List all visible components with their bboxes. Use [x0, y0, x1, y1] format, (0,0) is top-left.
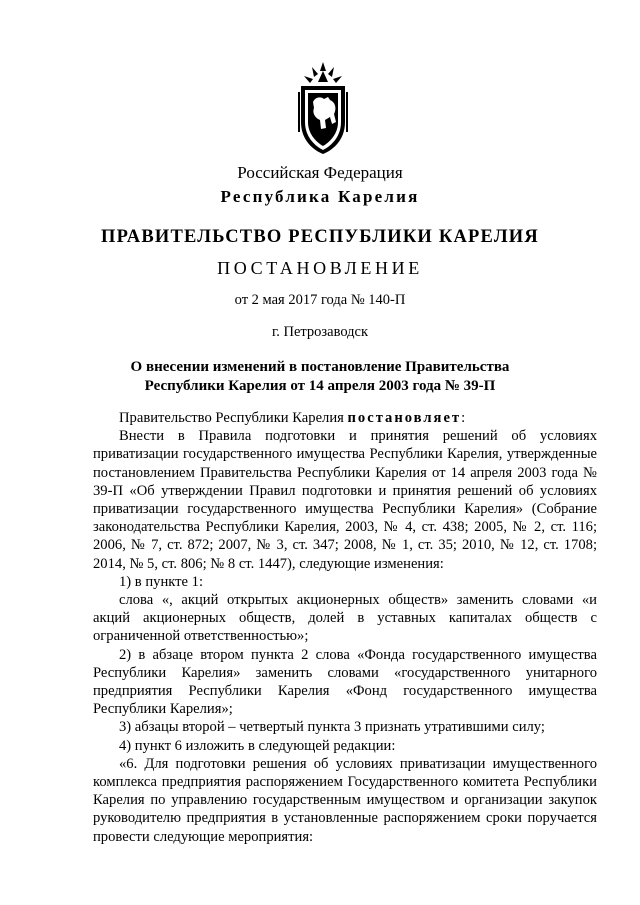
- coat-of-arms-icon: [295, 62, 351, 158]
- intro-paragraph: [93, 409, 597, 427]
- body-paragraph: Внести в Правила подготовки и принятия решений об условиях приватизации государственного имущества Республики Карелия, утвержденные постановлением Правительства Республики Карелия от 14 апреля 2003 года № 39-П «Об утверждении Правил подготовки и принятия решений об условиях приватизации государственного имущества Республики Карелия» (Собрание законодательства Республики Карелия, 2003, № 4, ст. 438; 2005, № 2, ст. 116; 2006, № 7, ст. 872; 2007, № 3, ст. 347; 2008, № 1, ст. 35; 2010, № 12, ст. 1708; 2014, № 5, ст. 806; № 8 ст. 1447), следующие изменения:: [93, 428, 597, 572]
- intro-prefix: Правительство Республики Карелия: [119, 410, 348, 426]
- republic-name: Республика Карелия: [220, 187, 420, 206]
- intro-keyword: постановляет: [347, 410, 462, 426]
- body-paragraph: 1) в пункте 1:: [119, 573, 204, 590]
- document-type: ПОСТАНОВЛЕНИЕ: [217, 258, 423, 278]
- body-paragraph: 4) пункт 6 изложить в следующей редакции:: [119, 737, 396, 754]
- document-title: [0, 358, 640, 396]
- document-city: г. Петрозаводск: [271, 324, 369, 340]
- title-line: О внесении изменений в постановление Правительства: [130, 359, 510, 375]
- country-name: Российская Федерация: [237, 163, 403, 182]
- body-paragraph: «6. Для подготовки решения об условиях приватизации имущественного комплекса предприятия распоряжением Государственного комитета Республики Карелия по управлению государственным имуществом и организации закупок руководителю предприятия в установленные распоряжением сроки поручается провести следующие мероприятия:: [93, 755, 597, 845]
- body-paragraph: 2) в абзаце втором пункта 2 слова «Фонда государственного имущества Республики Карелия» заменить словами «государственного унитарного предприятия Республики Карелия «Фонд государственного имущества Республики Карелия»;: [93, 646, 597, 718]
- body-paragraph: слова «, акций открытых акционерных обществ» заменить словами «и акций акционерных обществ, долей в уставных капиталах обществ с ограниченной ответственностью»;: [93, 592, 597, 645]
- document-date: от 2 мая 2017 года № 140-П: [234, 292, 406, 308]
- government-name: ПРАВИТЕЛЬСТВО РЕСПУБЛИКИ КАРЕЛИЯ: [101, 227, 539, 247]
- body-paragraph: 3) абзацы второй – четвертый пункта 3 признать утратившими силу;: [119, 719, 545, 736]
- document-body: [93, 409, 597, 846]
- title-line: Республики Карелия от 14 апреля 2003 года № 39-П: [144, 378, 496, 394]
- intro-suffix: :: [461, 410, 466, 426]
